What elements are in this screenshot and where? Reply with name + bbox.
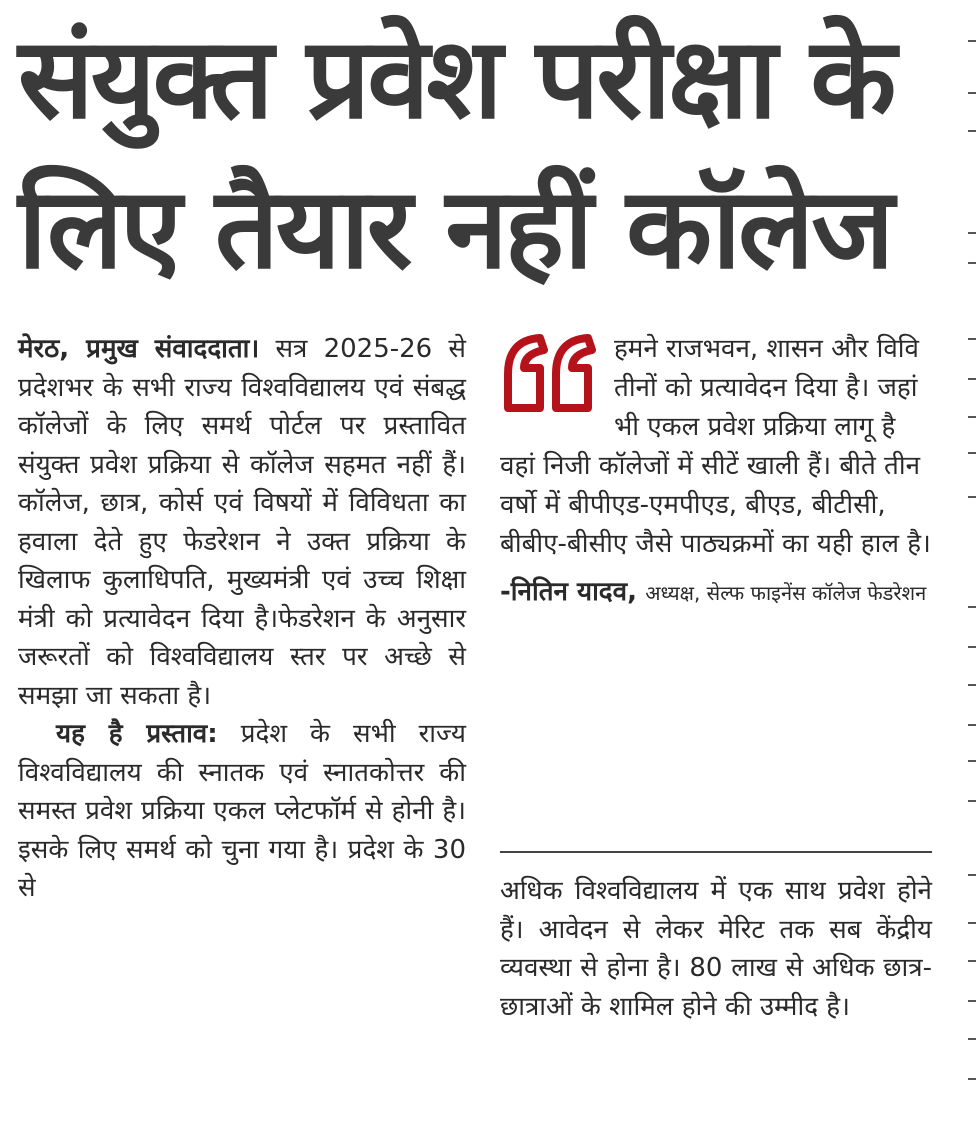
quote-attribution <box>500 572 932 613</box>
quote-text: हमने राजभवन, शासन और विवि तीनों को प्रत्यावेदन दिया है। जहां भी एकल प्रवेश प्रक्रिया लागू है वहां निजी कॉलेजों में सीटें खाली हैं। बीते तीन वर्षो में बीपीएड-एमपीएड, बीएड, बीटीसी, बीबीए-बीसीए जैसे पाठ्यक्रमों का यही हाल है। <box>500 334 931 559</box>
left-paragraph-1 <box>18 330 466 715</box>
pull-quote <box>500 330 932 613</box>
dateline: मेरठ, प्रमुख संवाददाता। <box>18 334 260 364</box>
headline <box>18 4 948 304</box>
quote-author-role: अध्यक्ष, सेल्फ फाइनेंस कॉलेज फेडरेशन <box>645 581 927 605</box>
left-paragraph-2 <box>18 715 466 908</box>
adjacent-column-edge <box>968 0 979 1145</box>
right-paragraph: अधिक विश्वविद्यालय में एक साथ प्रवेश होने हैं। आवेदन से लेकर मेरिट तक सब केंद्रीय व्यवस्था से होना है। 80 लाख से अधिक छात्र-छात्राओं के शामिल होने की उम्मीद है। <box>500 876 932 1022</box>
left-column <box>18 330 466 908</box>
subhead-proposal: यह है प्रस्ताव: <box>56 719 218 749</box>
column-divider <box>500 851 932 853</box>
left-paragraph-2-text: प्रदेश के सभी राज्य विश्वविद्यालय की स्नातक एवं स्नातकोत्तर की समस्त प्रवेश प्रक्रिया एकल प्लेटफॉर्म से होनी है। इसके लिए समर्थ को चुना गया है। प्रदेश के 30 से <box>18 719 466 903</box>
right-column-continuation <box>500 872 932 1026</box>
quote-author-name: -नितिन यादव, <box>500 577 637 607</box>
headline-line-2: लिए तैयार नहीं कॉलेज <box>18 164 892 294</box>
quote-mark-icon <box>500 334 600 414</box>
left-paragraph-1-text: सत्र 2025-26 से प्रदेशभर के सभी राज्य विश्वविद्यालय एवं संबद्ध कॉलेजों के लिए समर्थ पोर्टल पर प्रस्तावित संयुक्त प्रवेश प्रक्रिया से कॉलेज सहमत नहीं हैं। कॉलेज, छात्र, कोर्स एवं विषयों में विविधता का हवाला देते हुए फेडरेशन ने उक्त प्रक्रिया के खिलाफ कुलाधिपति, मुख्यमंत्री एवं उच्च शिक्षा मंत्री को प्रत्यावेदन दिया है।फेडरेशन के अनुसार जरूरतों को विश्वविद्यालय स्तर पर अच्छे से समझा जा सकता है। <box>18 334 466 711</box>
headline-line-1: संयुक्त प्रवेश परीक्षा के <box>18 14 894 144</box>
